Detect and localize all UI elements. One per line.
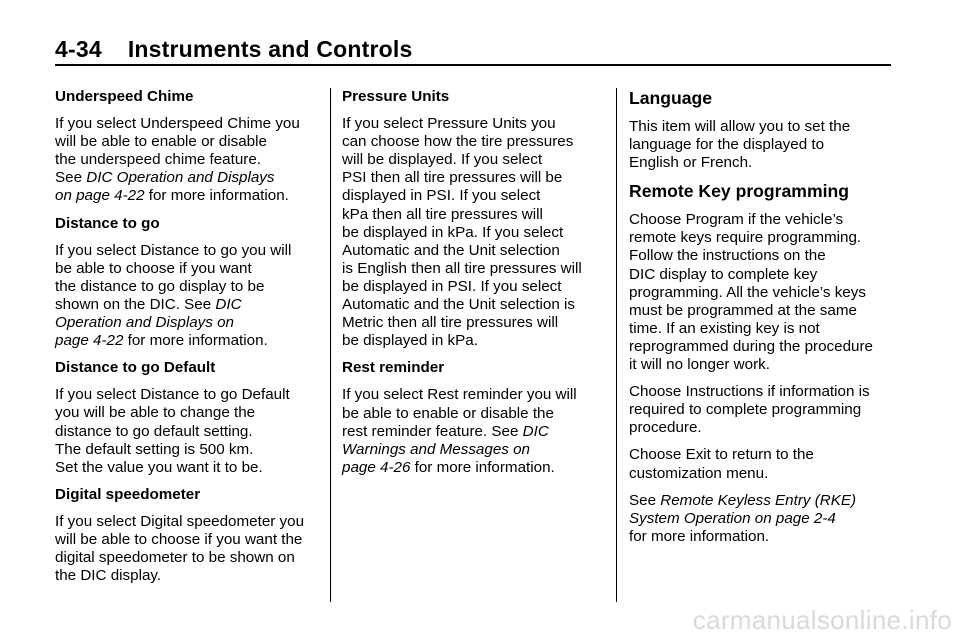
paragraph-underspeed-chime [55, 115, 327, 205]
paragraph-language [629, 118, 901, 172]
text-line: Automatic and the Unit selection is [342, 296, 575, 314]
text-line [55, 332, 327, 350]
paragraph-distance-to-go [55, 242, 327, 351]
text-line: Choose Program if the vehicle’s [629, 211, 844, 229]
column-1 [55, 88, 327, 594]
column-2 [342, 88, 614, 486]
cross-reference-link[interactable]: page 4-22 [55, 332, 124, 350]
cross-reference-link[interactable]: page 4-26 [342, 458, 411, 476]
paragraph-instructions [629, 383, 901, 437]
page-header [55, 36, 413, 63]
cross-reference-link[interactable]: System Operation on page 2-4 [629, 509, 836, 527]
text-line: will be displayed. If you select [342, 151, 543, 169]
column-3 [629, 88, 901, 555]
text-fragment: shown on the DIC. See [55, 295, 216, 313]
text-line: reprogrammed during the procedure [629, 337, 873, 355]
text-line: kPa then all tire pressures will [342, 205, 543, 223]
text-line [629, 510, 901, 528]
text-fragment: See [629, 491, 661, 509]
subheading-digital-speedometer: Digital speedometer [55, 485, 201, 503]
text-line: is English then all tire pressures will [342, 259, 582, 277]
text-line: for more information. [629, 527, 770, 545]
cross-reference-link[interactable]: on page 4-22 [55, 187, 145, 205]
text-line: it will no longer work. [629, 356, 770, 374]
text-line: you will be able to change the [55, 404, 256, 422]
subheading-pressure-units: Pressure Units [342, 88, 450, 105]
text-line [342, 423, 614, 441]
text-line: distance to go default setting. [55, 422, 253, 440]
text-fragment: for more information. [144, 187, 289, 205]
paragraph-exit [629, 446, 901, 482]
subheading-rest-reminder: Rest reminder [342, 359, 445, 377]
text-line: be displayed in kPa. If you select [342, 223, 564, 241]
text-line: be able to choose if you want [55, 259, 252, 277]
text-line: The default setting is 500 km. [55, 440, 254, 458]
paragraph-digital-speedometer [55, 513, 327, 585]
text-fragment: See [55, 169, 87, 187]
text-line: time. If an existing key is not [629, 319, 820, 337]
page-number: 4-34 [55, 36, 102, 62]
watermark: carmanualsonline.info [692, 605, 952, 635]
text-line: Metric then all tire pressures will [342, 314, 559, 332]
text-line: English or French. [629, 154, 753, 172]
text-line: customization menu. [629, 464, 769, 482]
text-line: be displayed in PSI. If you select [342, 277, 562, 295]
text-line: This item will allow you to set the [629, 118, 851, 135]
text-line [55, 187, 327, 205]
text-line: will be able to enable or disable [55, 133, 267, 151]
text-fragment: for more information. [410, 458, 555, 476]
paragraph-program [629, 211, 901, 374]
text-line [342, 441, 614, 459]
text-line: can choose how the tire pressures [342, 133, 574, 151]
text-line: displayed in PSI. If you select [342, 187, 541, 205]
text-line: digital speedometer to be shown on [55, 549, 295, 567]
text-line: Choose Exit to return to the [629, 446, 814, 464]
text-line: PSI then all tire pressures will be [342, 169, 563, 187]
section-underspeed-chime [55, 88, 327, 206]
text-line: programming. All the vehicle’s keys [629, 283, 866, 301]
section-pressure-units [342, 88, 614, 350]
text-line: If you select Pressure Units you [342, 115, 556, 133]
text-line: If you select Underspeed Chime you [55, 115, 300, 133]
text-line: If you select Distance to go you will [55, 241, 292, 259]
text-line: If you select Rest reminder you will [342, 386, 577, 404]
column-divider-1 [330, 88, 331, 602]
text-line: procedure. [629, 419, 702, 437]
cross-reference-link[interactable]: Remote Keyless Entry (RKE) [660, 491, 857, 509]
subheading-distance-to-go: Distance to go [55, 214, 160, 232]
text-line: the underspeed chime feature. [55, 151, 262, 169]
text-line: Set the value you want it to be. [55, 458, 263, 476]
cross-reference-link[interactable]: Warnings and Messages on [342, 440, 530, 458]
column-divider-2 [616, 88, 617, 602]
section-distance-to-go-default [55, 359, 327, 477]
cross-reference-link[interactable]: DIC [215, 295, 242, 313]
text-line: language for the displayed to [629, 136, 825, 154]
text-line [55, 314, 327, 332]
text-line [629, 492, 901, 510]
text-line: the DIC display. [55, 567, 162, 585]
text-line [55, 169, 327, 187]
heading-remote-key-programming: Remote Key programming [629, 181, 849, 202]
text-fragment: for more information. [123, 332, 268, 350]
section-language [629, 88, 901, 172]
text-line: DIC display to complete key [629, 265, 818, 283]
text-line: Automatic and the Unit selection [342, 241, 560, 259]
section-remote-key-programming [629, 181, 901, 546]
text-line [342, 459, 614, 477]
text-line: If you select Distance to go Default [55, 386, 290, 404]
section-rest-reminder [342, 359, 614, 477]
paragraph-pressure-units [342, 115, 614, 350]
text-line: be able to enable or disable the [342, 404, 554, 422]
subheading-underspeed-chime: Underspeed Chime [55, 88, 194, 105]
paragraph-see-rke [629, 492, 901, 546]
cross-reference-link[interactable]: DIC Operation and Displays [86, 169, 275, 187]
subheading-distance-to-go-default: Distance to go Default [55, 359, 216, 377]
paragraph-rest-reminder [342, 386, 614, 476]
text-line: required to complete programming [629, 401, 862, 419]
section-digital-speedometer [55, 486, 327, 585]
text-line: remote keys require programming. [629, 229, 862, 247]
heading-language: Language [629, 88, 713, 108]
cross-reference-link[interactable]: DIC [522, 422, 549, 440]
text-line [55, 296, 327, 314]
header-rule [55, 64, 891, 66]
cross-reference-link[interactable]: Operation and Displays on [55, 314, 234, 332]
text-line: If you select Digital speedometer you [55, 512, 305, 530]
section-title: Instruments and Controls [127, 36, 413, 62]
text-line: Follow the instructions on the [629, 247, 826, 265]
text-line: will be able to choose if you want the [55, 530, 303, 548]
section-distance-to-go [55, 215, 327, 351]
text-fragment: rest reminder feature. See [342, 422, 523, 440]
text-line: must be programmed at the same [629, 301, 857, 319]
text-line: the distance to go display to be [55, 277, 265, 295]
text-line: be displayed in kPa. [342, 332, 478, 350]
paragraph-distance-to-go-default [55, 386, 327, 476]
text-line: Choose Instructions if information is [629, 383, 870, 401]
